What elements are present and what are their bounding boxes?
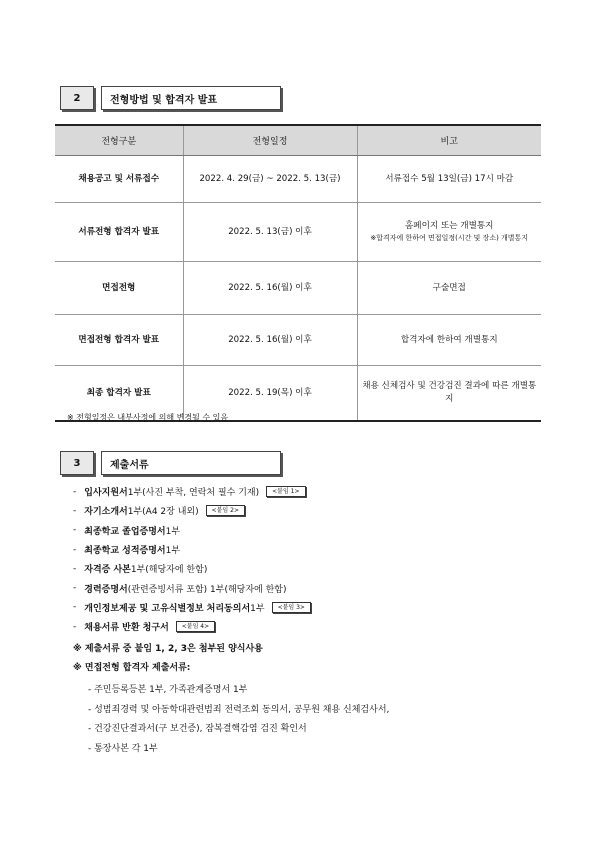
remark-cell: 채용 신체검사 및 건강검진 결과에 따른 개별통지 — [357, 366, 541, 422]
document-detail: 1부(사진 부착, 연락처 필수 기재) — [127, 488, 260, 499]
remark-cell: 합격자에 한하여 개별통지 — [357, 315, 541, 366]
category-cell: 서류전형 합격자 발표 — [55, 203, 183, 262]
interview-documents-heading: ※ 면접전형 합격자 제출서류: — [73, 663, 191, 673]
table-row — [55, 203, 541, 262]
document-name: 경력증명서 — [84, 584, 128, 595]
document-detail: 1부(A4 2장 내외) — [127, 507, 199, 518]
section-title: 제출서류 — [101, 451, 281, 475]
section-title: 전형방법 및 합격자 발표 — [101, 86, 281, 110]
category-cell: 면접전형 합격자 발표 — [55, 315, 183, 366]
table-row — [55, 262, 541, 315]
document-name: 채용서류 반환 청구서 — [84, 623, 169, 634]
column-header: 전형구분 — [55, 125, 183, 156]
list-dash: - — [73, 486, 77, 497]
list-dash: - — [73, 563, 77, 574]
list-item: - 통장사본 각 1부 — [88, 743, 158, 754]
document-name: 자기소개서 — [84, 507, 128, 518]
table-header-row — [55, 125, 541, 156]
remark-main: 홈페이지 또는 개별통지 — [405, 221, 494, 231]
remark-note: ※합격자에 한하여 면접일정(시간 및 장소) 개별통지 — [370, 234, 529, 242]
attachment-tag: <붙임 1> — [266, 486, 305, 497]
document-name: 개인정보제공 및 고유식별정보 처리동의서 — [84, 603, 251, 614]
schedule-cell: 2022. 5. 13(금) 이후 — [183, 203, 357, 262]
document-list — [73, 482, 311, 636]
schedule-cell: 2022. 4. 29(금) ~ 2022. 5. 13(금) — [183, 156, 357, 203]
category-cell: 최종 합격자 발표 — [55, 366, 183, 422]
document-name: 최종학교 성적증명서 — [84, 546, 166, 557]
list-item — [73, 559, 311, 578]
section-number: 2 — [60, 86, 94, 110]
list-item — [73, 521, 311, 540]
document-detail: 1부(해당자에 한함) — [130, 565, 208, 576]
form-usage-note: ※ 제출서류 중 붙임 1, 2, 3은 첨부된 양식사용 — [73, 644, 263, 654]
list-dash: - — [73, 602, 77, 613]
section-2-heading — [60, 86, 281, 110]
remark-cell: 구술면접 — [357, 262, 541, 315]
list-dash: - — [73, 525, 77, 536]
list-dash: - — [73, 583, 77, 594]
attachment-tag: <붙임 4> — [176, 621, 215, 632]
list-item — [73, 540, 311, 559]
attachment-tag: <붙임 3> — [272, 602, 311, 613]
list-item — [73, 578, 311, 597]
document-name: 입사지원서 — [84, 488, 128, 499]
document-detail: (관련증빙서류 포함) 1부(해당자에 한함) — [127, 584, 287, 595]
schedule-note: ※ 전형일정은 내부사정에 의해 변경될 수 있음 — [67, 413, 229, 422]
category-cell: 면접전형 — [55, 262, 183, 315]
list-dash: - — [73, 544, 77, 555]
table-row — [55, 156, 541, 203]
category-cell: 채용공고 및 서류접수 — [55, 156, 183, 203]
list-item: - 성범죄경력 및 아동학대관련범죄 전력조회 동의서, 공무원 채용 신체검사서, — [88, 704, 390, 715]
list-item: - 주민등록등본 1부, 가족관계증명서 1부 — [88, 685, 248, 696]
schedule-cell: 2022. 5. 16(월) 이후 — [183, 315, 357, 366]
column-header: 비고 — [357, 125, 541, 156]
list-item — [73, 598, 311, 617]
section-3-heading — [60, 451, 281, 475]
schedule-cell: 2022. 5. 16(월) 이후 — [183, 262, 357, 315]
attachment-tag: <붙임 2> — [206, 505, 245, 516]
list-dash: - — [73, 505, 77, 516]
column-header: 전형일정 — [183, 125, 357, 156]
document-detail: 1부 — [250, 603, 265, 614]
document-name: 자격증 사본 — [84, 565, 131, 576]
list-item — [73, 482, 311, 501]
document-detail: 1부 — [165, 526, 181, 537]
schedule-table — [55, 124, 541, 422]
list-item — [73, 501, 311, 520]
schedule-cell: 2022. 5. 19(목) 이후 — [183, 366, 357, 422]
table-row — [55, 315, 541, 366]
remark-cell — [357, 203, 541, 262]
document-name: 최종학교 졸업증명서 — [84, 526, 166, 537]
remark-cell: 서류접수 5월 13일(금) 17시 마감 — [357, 156, 541, 203]
section-number: 3 — [60, 451, 94, 475]
list-item — [73, 617, 311, 636]
list-dash: - — [73, 621, 77, 632]
interview-document-list — [88, 679, 389, 757]
document-detail: 1부 — [165, 546, 181, 557]
list-item: - 건강진단결과서(구 보건증), 잠복결핵감염 검진 확인서 — [88, 724, 307, 735]
